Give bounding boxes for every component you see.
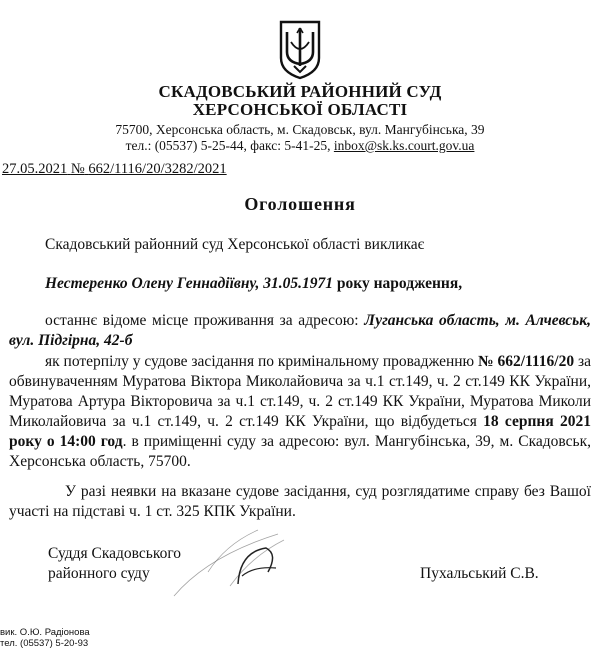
last-known-address: [9, 311, 591, 351]
registration-line: [2, 160, 227, 178]
court-email-link[interactable]: inbox@sk.ks.court.gov.ua: [333, 138, 475, 153]
registration-date: 27.05.2021: [2, 161, 68, 177]
seal-stamp-icon: [168, 526, 288, 604]
hearing-datetime: 18 серпня 2021 року о 14:00 год: [9, 413, 591, 450]
judge-title-line1: Суддя Скадовського: [48, 545, 182, 562]
court-address: 75700, Херсонська область, м. Скадовськ, вул. Мангубінська, 39: [115, 122, 485, 137]
trident-emblem-icon: [279, 20, 321, 80]
hearing-text-3: . в приміщенні суду за адресою: вул. Мангубінська, 39, м. Скадовськ, Херсонська область, 75700.: [9, 433, 591, 470]
absence-warning: У разі неявки на вказане судове засідання, суд розглядатиме справу без Вашої участі на підставі ч. 1 ст. 325 КПК України.: [9, 483, 591, 520]
executor-name: вик. О.Ю. Радіонова: [0, 627, 90, 638]
court-name-line1: СКАДОВСЬКИЙ РАЙОННИЙ СУД: [158, 82, 442, 101]
hearing-text-2: за обвинуваченням Муратова Віктора Миколайовича за ч.1 ст.149, ч. 2 ст.149 КК України, Муратова Артура Вікторовича за ч.1 ст.149, ч. 2 ст.149 КК України, Муратова Миколи Миколайовича за ч.1 ст.149, ч. 2 ст.149 КК України, що відбудеться: [9, 353, 591, 430]
person-suffix: року народження,: [333, 275, 463, 292]
summons-line: Скадовський районний суд Херсонської області викликає: [45, 236, 425, 253]
summoned-person: [45, 274, 462, 294]
judge-title-line2: районного суду: [48, 565, 150, 582]
judge-name: Пухальський С.В.: [420, 565, 539, 582]
case-number: № 662/1116/20: [478, 353, 575, 370]
executor-phone: тел. (05537) 5-20-93: [0, 638, 89, 649]
person-name-dob: Нестеренко Олену Геннадіївну, 31.05.1971: [45, 275, 334, 292]
court-contacts: [0, 137, 600, 154]
hearing-details: [9, 352, 591, 472]
address-intro: останнє відоме місце проживання за адресою:: [45, 312, 365, 329]
registration-number-prefix: №: [70, 161, 85, 177]
court-name-line2: ХЕРСОНСЬКОЇ ОБЛАСТІ: [192, 100, 408, 119]
contact-phones: тел.: (05537) 5-25-44, факс: 5-41-25,: [125, 138, 334, 153]
notice-title: Оголошення: [244, 194, 356, 214]
hearing-text-1: як потерпілу у судове засідання по кримінальному провадженню: [45, 353, 478, 370]
address-value: Луганська область, м. Алчевськ, вул. Підгірна, 42-б: [9, 312, 591, 349]
registration-number: 662/1116/20/3282/2021: [88, 161, 227, 177]
